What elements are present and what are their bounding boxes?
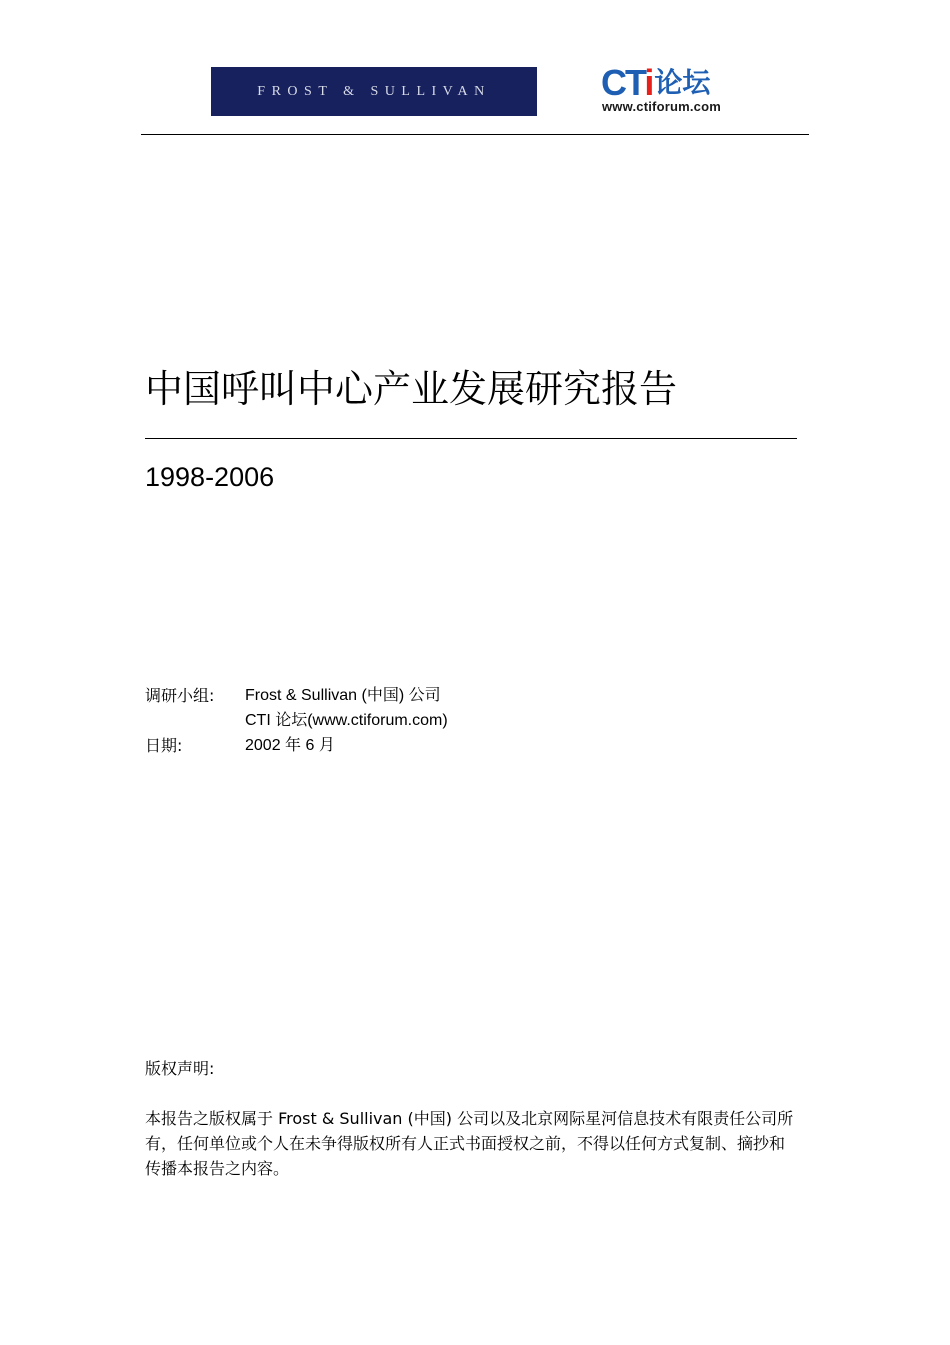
header-divider [141,134,809,135]
cti-logo-url: www.ctiforum.com [602,99,722,114]
title-underline [145,438,797,439]
cti-logo-letters [601,62,653,103]
copyright-heading: 版权声明: [145,1059,215,1078]
cti-logo-letter-t: T [625,62,645,103]
frost-sullivan-logo [211,67,537,116]
cti-logo-letter-i: i [644,62,653,103]
frost-sullivan-logo-text: FROST & SULLIVAN [257,83,491,99]
team-value-secondary: CTI 论坛(www.ctiforum.com) [245,712,448,729]
cti-logo-letter-c: C [601,62,625,103]
copyright-text-line-1: 本报告之版权属于 Frost & Sullivan (中国) 公司以及北京网际星河信息技术有限责任公司所 [145,1109,794,1128]
cti-logo-chinese: 论坛 [654,66,711,99]
date-label: 日期: [145,736,183,755]
date-value: 2002 年 6 月 [245,737,335,754]
report-years: 1998-2006 [145,462,275,492]
cti-forum-logo-mark [601,62,711,103]
cti-forum-logo [596,62,746,116]
copyright-text-line-3: 传播本报告之内容。 [145,1159,290,1178]
report-title: 中国呼叫中心产业发展研究报告 [145,367,678,411]
team-label: 调研小组: [145,686,215,705]
team-value-primary: Frost & Sullivan (中国) 公司 [245,687,441,704]
copyright-text-line-2: 有，任何单位或个人在未争得版权所有人正式书面授权之前，不得以任何方式复制、摘抄和 [145,1134,786,1153]
